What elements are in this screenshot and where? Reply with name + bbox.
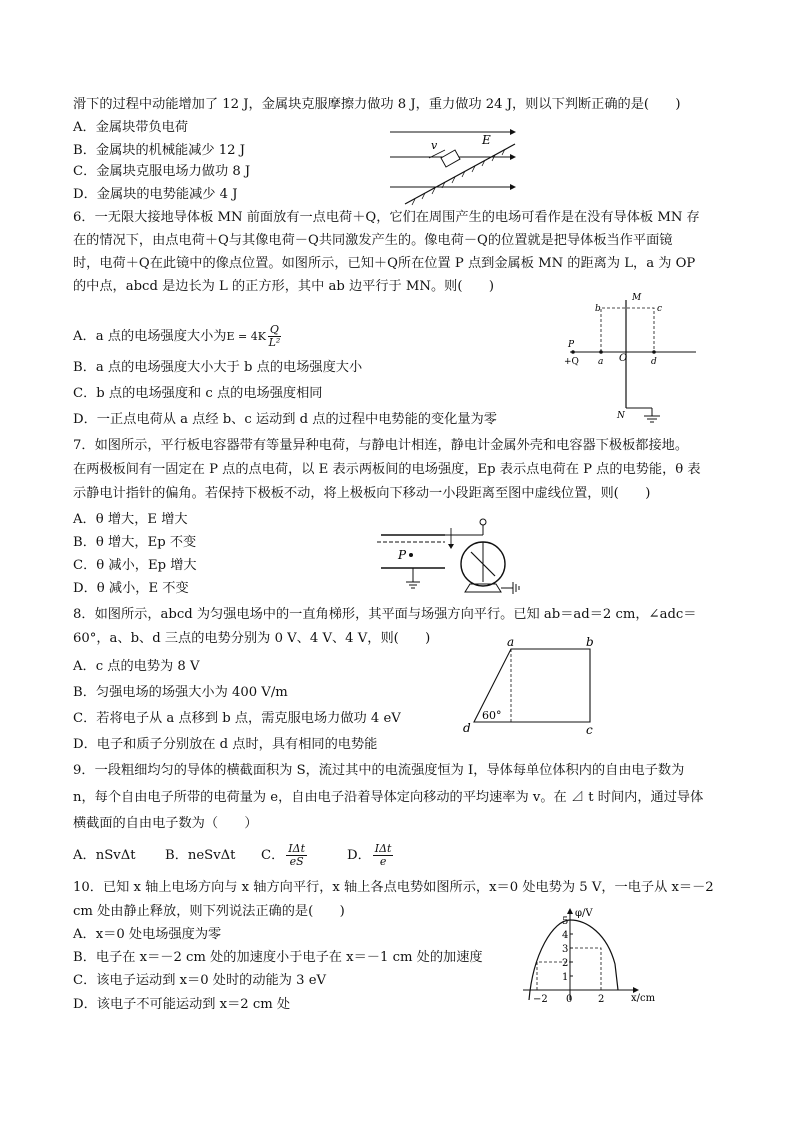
q9-stem-line-2: n，每个自由电子所带的电荷量为 e，自由电子沿着导体定向移动的平均速率为 v。在 ⊿ t 时间内，通过导体 [73, 790, 704, 805]
q7-option-a: A．θ 增大，E 增大 [73, 512, 188, 527]
q8-stem-line-2: 60°，a、b、d 三点的电势分别为 0 V、4 V、4 V，则( ) [73, 631, 431, 646]
label-P: P [568, 340, 575, 350]
q9-option-d [347, 842, 395, 868]
y-axis-label: φ/V [575, 908, 593, 919]
q6-option-b: B．a 点的电场强度大小大于 b 点的电场强度大小 [73, 360, 363, 375]
q10-option-a: A．x＝0 处电场强度为零 [73, 927, 222, 942]
fraction-denominator: e [379, 855, 387, 868]
x-axis-label: x/cm [631, 993, 656, 1004]
label-M: M [632, 293, 642, 303]
q6-stem-line-1: 6．一无限大接地导体板 MN 前面放有一点电荷＋Q，它们在周围产生的电场可看作是在没有导体板 MN 存 [73, 210, 700, 225]
q8-stem-line-1: 8．如图所示，abcd 为匀强电场中的一直角梯形，其平面与场强方向平行。已知 ab＝ad＝2 cm，∠adc＝ [73, 607, 697, 622]
square-abcd [601, 308, 654, 352]
q6-stem-line-4: 的中点，abcd 是边长为 L 的正方形，其中 ab 边平行于 MN。则( ) [73, 279, 494, 294]
label-a: a [507, 635, 515, 649]
q9-stem-line-1: 9．一段粗细均匀的导体的横截面积为 S，流过其中的电流强度恒为 I，导体每单位体积内的自由电子数为 [73, 763, 685, 778]
label-c: c [586, 723, 593, 737]
point-charge-P [409, 553, 413, 557]
q6-stem-line-2: 在的情况下，由点电荷＋Q与其像电荷－Q共同激发产生的。像电荷－Q的位置就是把导体板当作平面镜 [73, 233, 673, 248]
incline-surface [405, 144, 515, 204]
move-arrowhead [448, 544, 454, 549]
q6-stem-line-3: 时，电荷＋Q在此镜中的像点位置。如图所示，已知＋Q所在位置 P 点到金属板 MN 的距离为 L，a 为 OP [73, 256, 696, 271]
q6-option-c: C．b 点的电场强度和 c 点的电场强度相同 [73, 386, 323, 401]
field-arrowhead [510, 154, 516, 160]
q8-option-c: C．若将电子从 a 点移到 b 点，需克服电场力做功 4 eV [73, 711, 401, 726]
q5-option-a: A．金属块带负电荷 [73, 120, 189, 135]
q8-option-b: B．匀强电场的场强大小为 400 V/m [73, 685, 288, 700]
q5-option-c: C．金属块克服电场力做功 8 J [73, 164, 251, 179]
velocity-label: v [431, 139, 438, 152]
q9-option-c-fraction [286, 843, 307, 868]
q10-option-b: B．电子在 x＝－2 cm 处的加速度小于电子在 x＝－1 cm 处的加速度 [73, 950, 483, 965]
q5-option-b: B．金属块的机械能减少 12 J [73, 143, 246, 158]
point-d [652, 350, 656, 354]
q10-potential-graph [515, 904, 670, 1010]
label-a: a [598, 357, 604, 367]
q7-option-d: D．θ 减小，E 不变 [73, 581, 189, 596]
electroscope-base [465, 584, 501, 592]
q5-stem: 滑下的过程中动能增加了 12 J，金属块克服摩擦力做功 8 J，重力做功 24 J，则以下判断正确的是( ) [73, 97, 681, 112]
q7-stem-line-1: 7．如图所示，平行板电容器带有等量异种电荷，与静电计相连，静电计金属外壳和电容器下极板都接地。 [73, 438, 689, 453]
electroscope-knob [480, 519, 486, 525]
angle-label: 60° [482, 709, 502, 722]
q6-mirror-charge-figure [562, 290, 697, 425]
field-arrowhead [510, 129, 516, 135]
y-tick-label: 1 [562, 972, 569, 983]
q9-stem-line-3: 横截面的自由电子数为（ ） [73, 816, 258, 831]
point-P [571, 350, 575, 354]
fraction-denominator: L² [268, 336, 281, 349]
q10-option-c: C．该电子运动到 x＝0 处时的动能为 3 eV [73, 973, 327, 988]
y-tick-label: 2 [562, 958, 569, 969]
fraction-numerator: IΔt [374, 842, 392, 855]
label-plus-Q: +Q [564, 357, 579, 367]
x-tick-label: −2 [533, 994, 548, 1005]
label-d: d [651, 357, 657, 367]
potential-curve [529, 920, 618, 1000]
q8-option-d: D．电子和质子分别放在 d 点时，具有相同的电势能 [73, 737, 378, 752]
y-tick-label: 3 [562, 944, 569, 955]
q6-option-a-fraction [268, 324, 281, 349]
q5-incline-figure [385, 122, 525, 207]
field-arrowhead [510, 184, 516, 190]
metal-block [441, 150, 460, 167]
q7-capacitor-electroscope-figure [373, 512, 533, 604]
q6-option-a-text: A．a 点的电场强度大小为 [73, 329, 227, 344]
label-b: b [586, 635, 594, 649]
q9-options-row [73, 843, 395, 869]
q7-stem-line-3: 示静电计指针的偏角。若保持下极板不动，将上极板向下移动一小段距离至图中虚线位置，则( ) [73, 486, 651, 501]
q6-option-d: D．一正点电荷从 a 点经 b、c 运动到 d 点的过程中电势能的变化量为零 [73, 412, 497, 427]
label-c: c [657, 304, 663, 314]
fraction-numerator: IΔt [288, 842, 305, 855]
q6-option-a [73, 324, 283, 349]
q8-option-a: A．c 点的电势为 8 V [73, 659, 200, 674]
q8-trapezoid-figure [458, 634, 608, 738]
q7-option-b: B．θ 增大，Ep 不变 [73, 535, 197, 550]
dashed-guide [570, 948, 601, 990]
fraction-numerator: Q [269, 323, 279, 336]
x-tick-label: 0 [566, 994, 573, 1005]
q5-option-d: D．金属块的电势能减少 4 J [73, 187, 238, 202]
y-axis-arrowhead [567, 908, 573, 914]
q9-option-d-label: D． [347, 848, 371, 863]
label-P: P [398, 548, 407, 562]
q9-option-c [261, 843, 347, 869]
x-tick-label: 2 [598, 994, 605, 1005]
field-label: E [482, 133, 491, 147]
q9-option-c-label: C． [261, 848, 285, 863]
q10-stem-line-2: cm 处由静止释放，则下列说法正确的是( ) [73, 904, 345, 919]
label-O: O [619, 353, 628, 364]
label-N: N [617, 411, 625, 421]
q10-stem-line-1: 10．已知 x 轴上电场方向与 x 轴方向平行，x 轴上各点电势如图所示，x＝0 处电势为 5 V，一电子从 x＝－2 [73, 880, 714, 895]
label-b: b [595, 304, 601, 314]
q9-option-b: B．neSvΔt [165, 848, 236, 863]
q7-stem-line-2: 在两极板间有一固定在 P 点的点电荷，以 E 表示两板间的电场强度，Ep 表示点电荷在 P 点的电势能，θ 表 [73, 462, 701, 477]
label-d: d [463, 721, 471, 735]
y-tick-label: 5 [562, 916, 569, 927]
fraction-denominator: eS [289, 855, 304, 868]
q7-option-c: C．θ 减小，Ep 增大 [73, 558, 197, 573]
point-a [599, 350, 603, 354]
y-tick-label: 4 [562, 930, 569, 941]
q9-option-a: A．nSvΔt [73, 848, 136, 863]
q6-option-a-formula: E = 4K [226, 330, 266, 343]
q9-option-d-fraction [373, 843, 394, 868]
q10-option-d: D．该电子不可能运动到 x＝2 cm 处 [73, 997, 291, 1012]
